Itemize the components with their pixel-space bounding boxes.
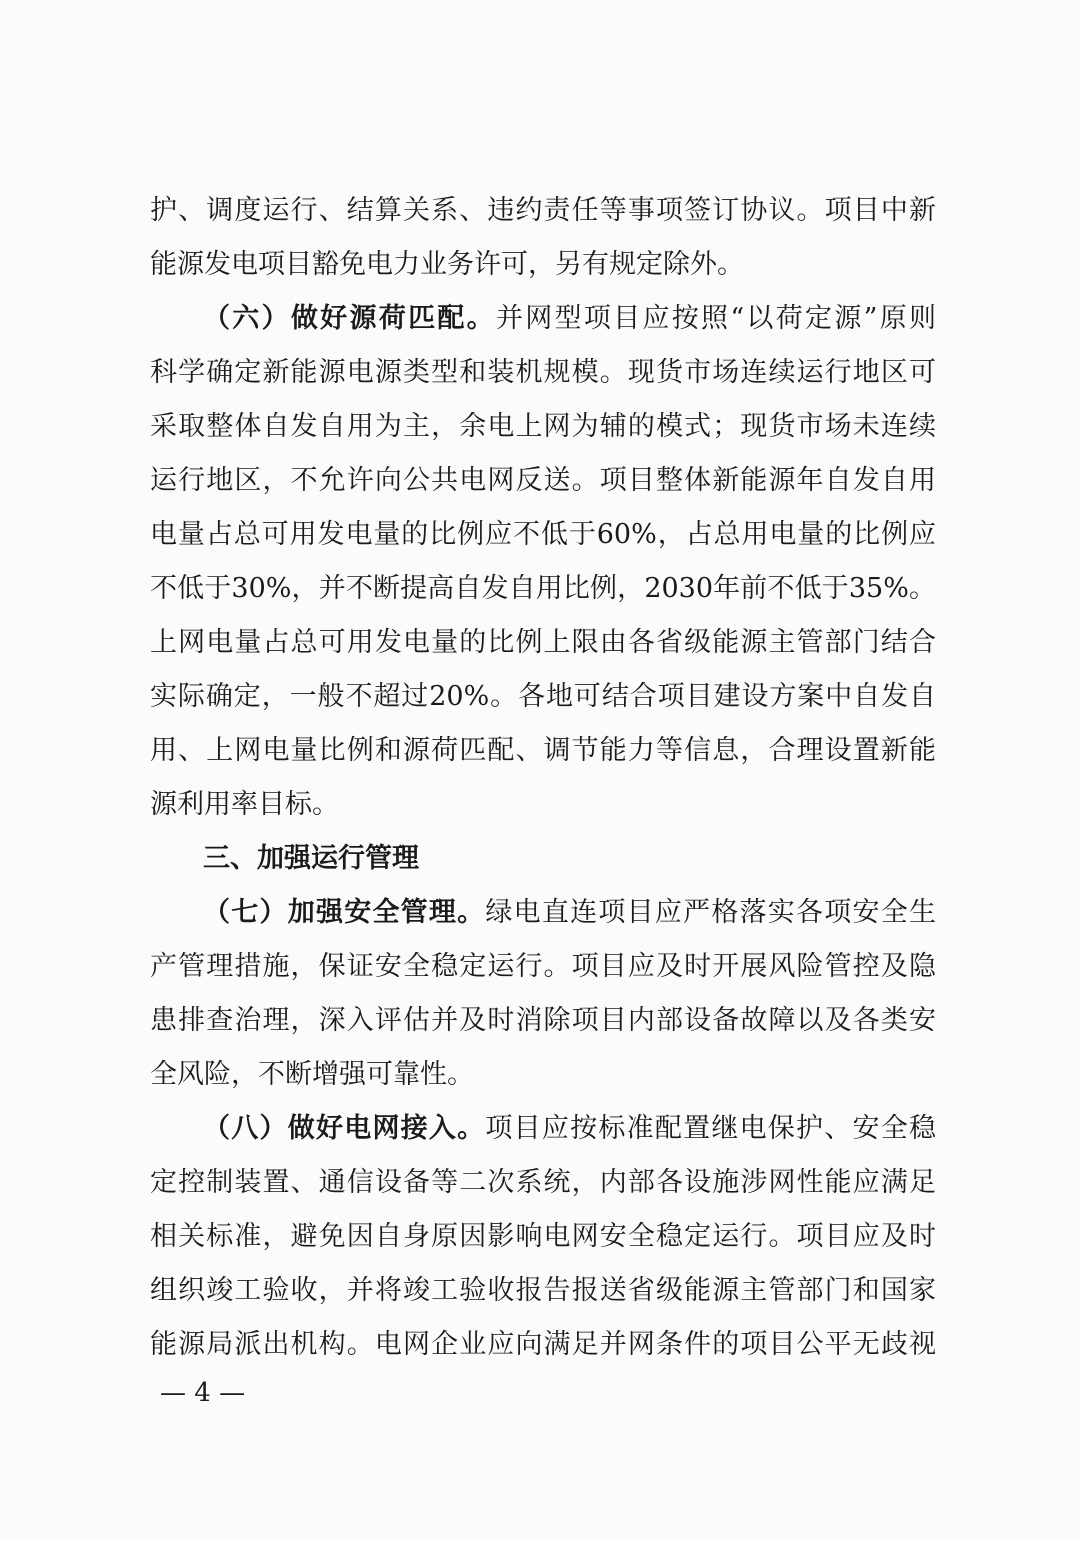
body-line: 能源局派出机构。电网企业应向满足并网条件的项目公平无歧视 [150,1329,936,1360]
body-line: 科学确定新能源电源类型和装机规模。现货市场连续运行地区可 [150,357,936,388]
body-line: 护、调度运行、结算关系、违约责任等事项签订协议。项目中新 [150,195,936,226]
paragraph-7-heading: （七）加强安全管理。 [203,897,486,928]
paragraph-6-text: 并网型项目应按照“以荷定源”原则 [495,303,937,334]
paragraph-8-text: 项目应按标准配置继电保护、安全稳 [485,1113,937,1144]
body-line: 患排查治理，深入评估并及时消除项目内部设备故障以及各类安 [150,1005,936,1036]
body-line: 上网电量占总可用发电量的比例上限由各省级能源主管部门结合 [150,627,936,658]
body-line: 用、上网电量比例和源荷匹配、调节能力等信息，合理设置新能 [150,735,936,766]
body-line: 实际确定，一般不超过20%。各地可结合项目建设方案中自发自 [150,681,936,712]
body-line: 电量占总可用发电量的比例应不低于60%，占总用电量的比例应 [150,519,936,550]
body-line: 能源发电项目豁免电力业务许可，另有规定除外。 [150,249,744,280]
body-line: 定控制装置、通信设备等二次系统，内部各设施涉网性能应满足 [150,1167,936,1198]
paragraph-7-first-line [203,896,936,930]
body-line: 不低于30%，并不断提高自发自用比例，2030年前不低于35%。 [150,573,936,604]
paragraph-8-heading: （八）做好电网接入。 [203,1113,486,1144]
body-line: 相关标准，避免因自身原因影响电网安全稳定运行。项目应及时 [150,1221,936,1252]
paragraph-7-text: 绿电直连项目应严格落实各项安全生 [485,897,937,928]
section-heading: 三、加强运行管理 [203,843,419,874]
body-line: 运行地区，不允许向公共电网反送。项目整体新能源年自发自用 [150,465,936,496]
page-number: — 4 — [160,1378,246,1408]
body-line: 组织竣工验收，并将竣工验收报告报送省级能源主管部门和国家 [150,1275,936,1306]
paragraph-6-first-line [203,302,936,336]
paragraph-6-heading: （六）做好源荷匹配。 [203,303,496,334]
body-line: 源利用率目标。 [150,789,339,820]
paragraph-8-first-line [203,1112,936,1146]
body-line: 产管理措施，保证安全稳定运行。项目应及时开展风险管控及隐 [150,951,936,982]
body-line: 采取整体自发自用为主，余电上网为辅的模式；现货市场未连续 [150,411,936,442]
body-line: 全风险，不断增强可靠性。 [150,1059,474,1090]
